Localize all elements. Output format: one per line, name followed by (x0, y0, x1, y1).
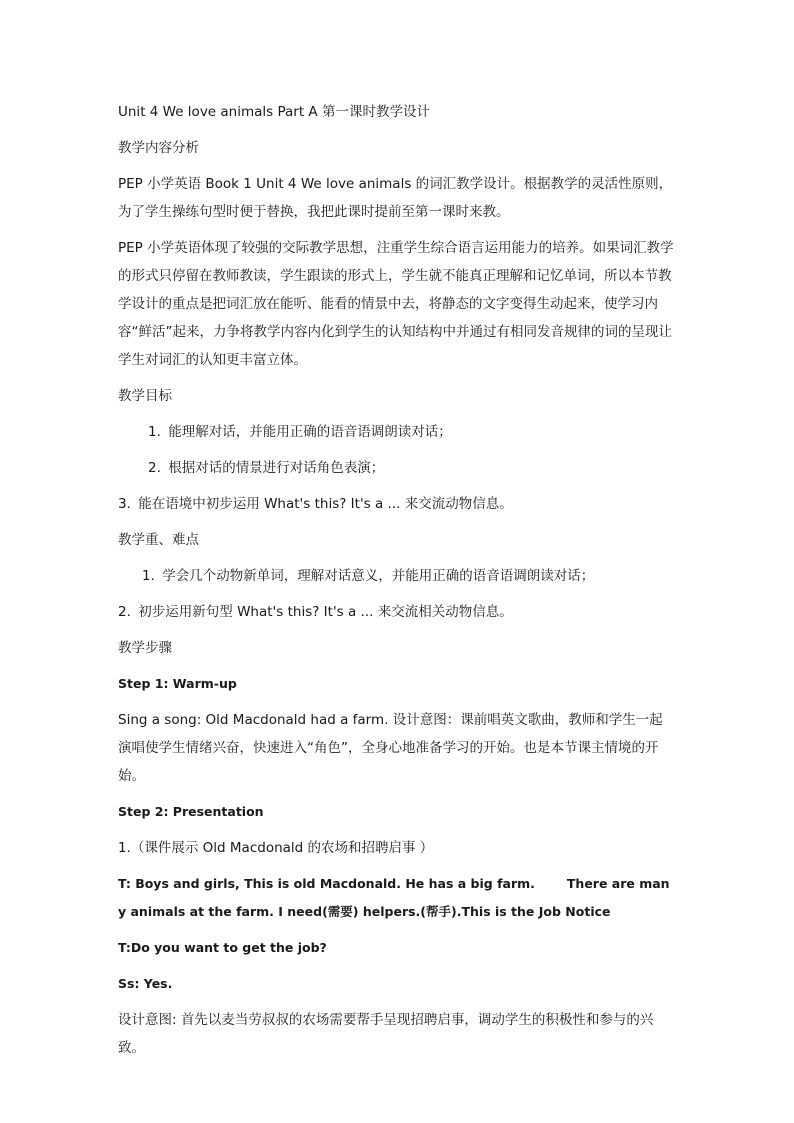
section-heading-steps: 教学步骤 (118, 640, 172, 656)
step2-label: Step 2: Presentation (118, 804, 264, 819)
goal-text: 能理解对话，并能用正确的语音语调朗读对话； (168, 424, 452, 440)
teacher-line-1-part-a: T: Boys and girls, This is old Macdonald. He has a big farm. (118, 876, 535, 891)
section-heading-content-analysis: 教学内容分析 (118, 140, 199, 156)
goal-item-3 (118, 490, 676, 518)
design-note: 设计意图: 首先以麦当劳叔叔的农场需要帮手呈现招聘启事，调动学生的积极性和参与的兴致。 (118, 1012, 654, 1056)
section-heading-goals: 教学目标 (118, 388, 172, 404)
key-point-text: 初步运用新句型 What's this? It's a ... 来交流相关动物信息。 (138, 604, 513, 620)
document-title: Unit 4 We love animals Part A 第一课时教学设计 (118, 104, 430, 120)
key-point-item-1 (118, 562, 676, 590)
key-point-item-2 (118, 598, 676, 626)
goal-text: 根据对话的情景进行对话角色表演； (168, 460, 385, 476)
teacher-line-2: T:Do you want to get the job? (118, 940, 327, 955)
paragraph-intro: PEP 小学英语 Book 1 Unit 4 We love animals 的词汇教学设计。根据教学的灵活性原则，为了学生操练句型时便于替换，我把此课时提前至第一课时来教。 (118, 176, 673, 220)
step1-label: Step 1: Warm-up (118, 676, 237, 691)
step2-item-1: 1.（课件展示 Old Macdonald 的农场和招聘启事 ） (118, 840, 434, 856)
goal-number: 1. (148, 424, 161, 440)
key-point-number: 1. (142, 568, 155, 584)
paragraph-analysis: PEP 小学英语体现了较强的交际教学思想，注重学生综合语言运用能力的培养。如果词汇教学的形式只停留在教师教读，学生跟读的形式上，学生就不能真正理解和记忆单词，所以本节教学设计的重点是把词汇放在能听、能看的情景中去，将静态的文字变得生动起来，使学习内容“鲜活”起来，力争将教学内容内化到学生的认知结构中并通过有相同发音规律的词的呈现让学生对词汇的认知更丰富立体。 (118, 240, 674, 368)
teacher-line-1 (118, 870, 676, 926)
step1-text: Sing a song: Old Macdonald had a farm. 设计意图：课前唱英文歌曲，教师和学生一起演唱使学生情绪兴奋，快速进入“角色”，全身心地准备学习的开始。也是本节课主情境的开始。 (118, 712, 663, 784)
teacher-line-1-part-b: There are many animals at the farm. I need(需要) helpers.(帮手).This is the Job Notice (118, 876, 670, 919)
goal-text: 能在语境中初步运用 What's this? It's a ... 来交流动物信息。 (138, 496, 513, 512)
goal-number: 2. (148, 460, 161, 476)
goal-item-2 (118, 454, 676, 482)
section-heading-key-points: 教学重、难点 (118, 532, 199, 548)
key-point-number: 2. (118, 604, 131, 620)
goal-number: 3. (118, 496, 131, 512)
key-point-text: 学会几个动物新单词，理解对话意义，并能用正确的语音语调朗读对话； (162, 568, 595, 584)
students-line: Ss: Yes. (118, 976, 173, 991)
goal-item-1 (118, 418, 676, 446)
